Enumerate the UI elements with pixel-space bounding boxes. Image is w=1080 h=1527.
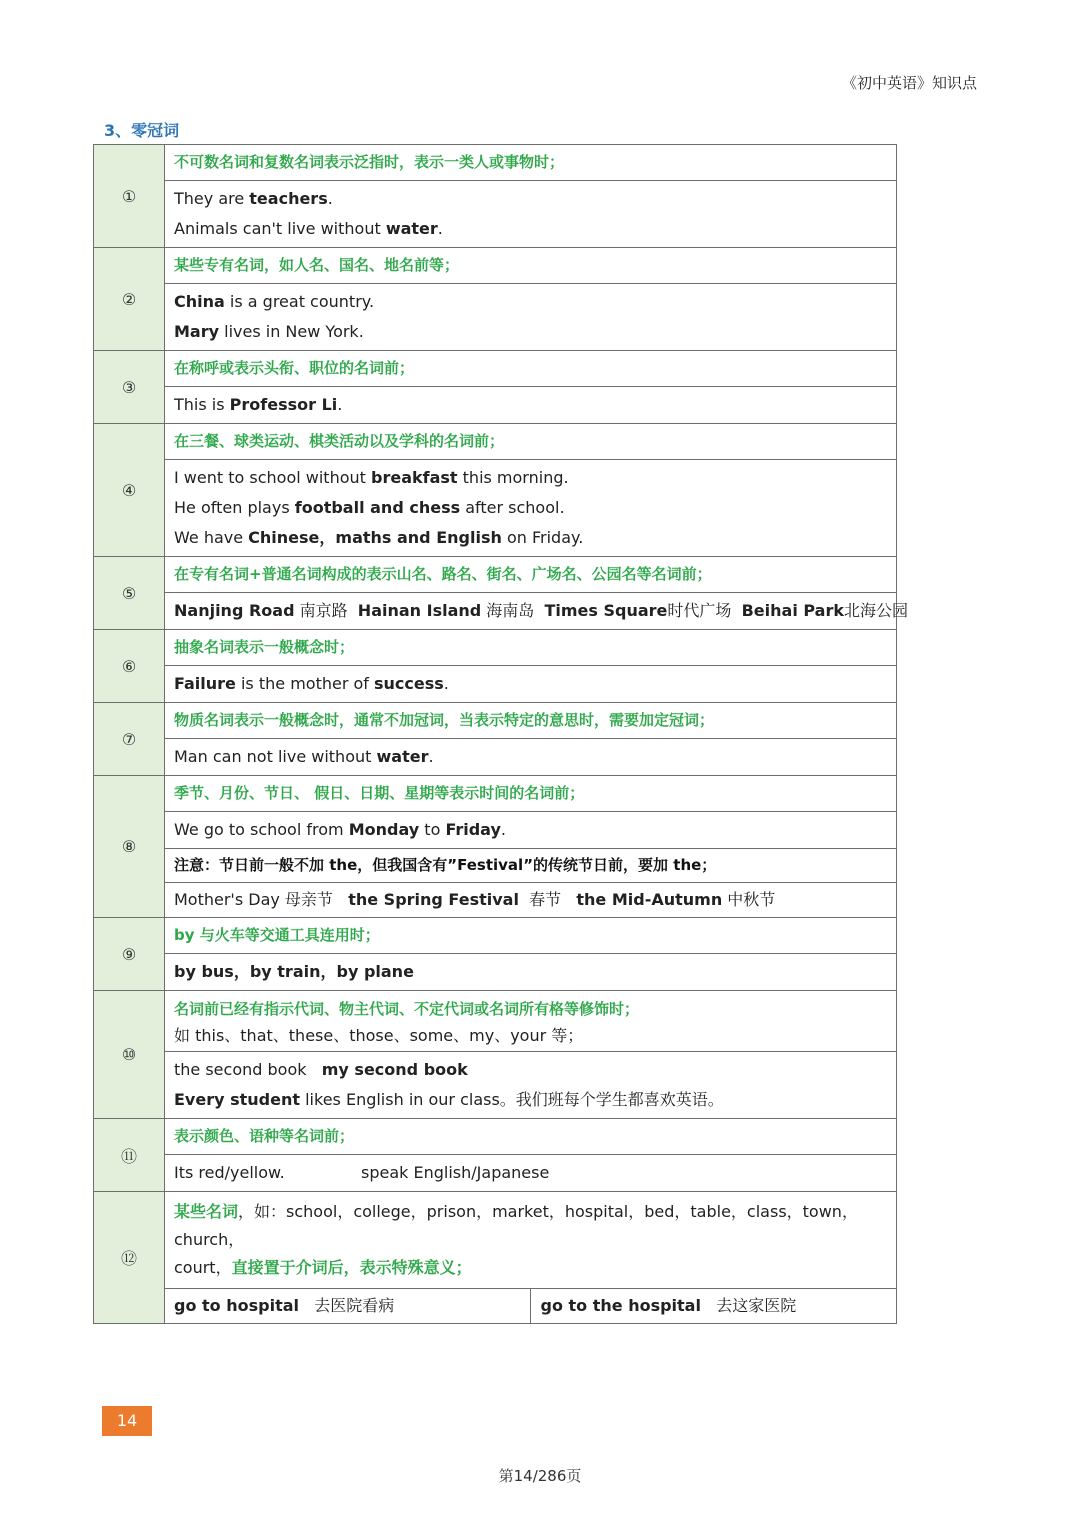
rule-number: ③ xyxy=(94,351,165,424)
example-text: I went to school without xyxy=(174,468,371,487)
example-row xyxy=(94,739,897,776)
rule-row xyxy=(94,991,897,1052)
example-sentence xyxy=(174,493,887,523)
example-keyword: Times Square xyxy=(544,601,668,620)
example-keyword: Nanjing Road xyxy=(174,601,295,620)
rule-description: 直接置于介词后，表示特殊意义； xyxy=(231,1258,472,1277)
rule-row xyxy=(94,703,897,739)
example-row xyxy=(94,593,897,630)
example-text: 去医院看病 xyxy=(299,1296,395,1315)
rule-keyword: 某些名词 xyxy=(174,1202,239,1221)
example-sentence xyxy=(174,669,887,699)
rule-text: 在称呼或表示头衔、职位的名词前； xyxy=(174,359,415,377)
example-cell xyxy=(174,1289,530,1323)
example-sentence xyxy=(174,390,887,420)
example-text: Its red/yellow. speak English/Japanese xyxy=(174,1163,550,1182)
example-row xyxy=(94,666,897,703)
example-sentence xyxy=(174,1158,887,1188)
rule-number: ⑧ xyxy=(94,776,165,918)
example-sentence xyxy=(174,1055,887,1085)
example-text: 去这家医院 xyxy=(700,1296,797,1315)
example-sentence xyxy=(174,463,887,493)
example-keyword: success xyxy=(374,674,444,693)
example-sentence xyxy=(174,287,887,317)
example-row xyxy=(94,1289,897,1324)
example-text: He often plays xyxy=(174,498,295,517)
example-keyword: by bus，by train，by plane xyxy=(174,962,414,981)
rule-row xyxy=(94,424,897,460)
example-sentence xyxy=(174,184,887,214)
page-number-badge: 14 xyxy=(102,1406,152,1436)
example-text: 海南岛 xyxy=(481,601,545,620)
example-keyword: Mary xyxy=(174,322,220,341)
example-keyword: the Spring Festival xyxy=(348,890,519,909)
rule-row xyxy=(94,1119,897,1155)
example-keyword: Monday xyxy=(348,820,420,839)
rule-text-line2: 如 this、that、these、those、some、my、your 等； xyxy=(174,1026,584,1045)
rule-number: ② xyxy=(94,248,165,351)
rule-text: 在专有名词+普通名词构成的表示山名、路名、街名、广场名、公园名等名词前； xyxy=(174,565,712,583)
example-sentence xyxy=(174,317,887,347)
rule-examples: ，如：school，college，prison，market，hospital，bed，table，class，town， church， xyxy=(174,1202,858,1249)
example-keyword: go to the hospital xyxy=(540,1296,701,1315)
rule-number: ⑤ xyxy=(94,557,165,630)
rule-row xyxy=(94,351,897,387)
rule-examples-cont: court， xyxy=(174,1258,232,1277)
example-keyword: water xyxy=(385,219,438,238)
example-text: . xyxy=(327,189,333,208)
note-example-row xyxy=(94,883,897,918)
rule-row xyxy=(94,145,897,181)
rule-text: 名词前已经有指示代词、物主代词、不定代词或名词所有格等修饰时； xyxy=(174,1000,640,1018)
example-keyword: Beihai Park xyxy=(741,601,844,620)
example-keyword: Every student xyxy=(174,1090,301,1109)
example-sentence xyxy=(174,596,909,626)
example-row xyxy=(94,954,897,991)
rule-row xyxy=(94,630,897,666)
example-keyword: Professor Li xyxy=(229,395,338,414)
example-text: on Friday. xyxy=(501,528,584,547)
rule-number: ⑨ xyxy=(94,918,165,991)
example-sentence xyxy=(174,885,887,915)
example-text: . xyxy=(428,747,434,766)
example-cell xyxy=(530,1289,897,1323)
example-text: 南京路 xyxy=(294,601,358,620)
example-text: Mother's Day 母亲节 xyxy=(174,890,349,909)
rule-row xyxy=(94,557,897,593)
example-text: 中秋节 xyxy=(722,890,776,909)
example-sentence xyxy=(174,214,887,244)
example-keyword: the Mid-Autumn xyxy=(576,890,723,909)
example-keyword: Failure xyxy=(174,674,236,693)
example-keyword: Friday xyxy=(445,820,501,839)
note-text: 注意：节日前一般不加 the，但我国含有”Festival”的传统节日前，要加 the； xyxy=(174,856,717,874)
example-keyword: Hainan Island xyxy=(357,601,482,620)
example-row xyxy=(94,812,897,849)
example-text: . xyxy=(337,395,343,414)
page-footer: 第14/286页 xyxy=(498,1467,582,1485)
example-text: . xyxy=(500,820,506,839)
rule-text: 不可数名词和复数名词表示泛指时，表示一类人或事物时； xyxy=(174,153,565,171)
rule-text: by 与火车等交通工具连用时； xyxy=(174,926,380,944)
rule-number: ⑪ xyxy=(94,1119,165,1192)
example-keyword: water xyxy=(376,747,429,766)
example-text: 北海公园 xyxy=(844,601,909,620)
note-row xyxy=(94,849,897,883)
rule-text: 表示颜色、语种等名词前； xyxy=(174,1127,355,1145)
example-keyword: teachers xyxy=(249,189,328,208)
rule-number: ⑩ xyxy=(94,991,165,1119)
example-text: 时代广场 xyxy=(667,601,742,620)
example-text: This is xyxy=(174,395,230,414)
example-keyword: Chinese，maths and English xyxy=(248,528,502,547)
rule-row xyxy=(94,248,897,284)
example-keyword: China xyxy=(174,292,225,311)
rule-text: 抽象名词表示一般概念时； xyxy=(174,638,355,656)
example-sentence xyxy=(174,742,887,772)
example-keyword: breakfast xyxy=(371,468,458,487)
rule-row xyxy=(94,1192,897,1289)
rule-number: ① xyxy=(94,145,165,248)
example-text: lives in New York. xyxy=(219,322,364,341)
rule-text xyxy=(174,1192,887,1288)
example-sentence xyxy=(174,1085,887,1115)
example-text: . xyxy=(443,674,449,693)
example-text: Man can not live without xyxy=(174,747,377,766)
rule-text: 在三餐、球类运动、棋类活动以及学科的名词前； xyxy=(174,432,505,450)
example-text: likes English in our class。我们班每个学生都喜欢英语。 xyxy=(300,1090,724,1109)
example-text: Animals can't live without xyxy=(174,219,386,238)
rule-text: 物质名词表示一般概念时，通常不加冠词，当表示特定的意思时，需要加定冠词； xyxy=(174,711,715,729)
example-sentence xyxy=(174,815,887,845)
document-header-title: 《初中英语》知识点 xyxy=(841,74,977,92)
example-keyword: go to hospital xyxy=(174,1296,299,1315)
rule-text: 某些专有名词，如人名、国名、地名前等； xyxy=(174,256,460,274)
example-row xyxy=(94,460,897,557)
example-row xyxy=(94,387,897,424)
example-text: to xyxy=(419,820,446,839)
example-text: the second book xyxy=(174,1060,322,1079)
rule-text: 季节、月份、节日、 假日、日期、星期等表示时间的名词前； xyxy=(174,784,585,802)
example-text: . xyxy=(437,219,443,238)
example-row xyxy=(94,1052,897,1119)
rule-number: ⑦ xyxy=(94,703,165,776)
example-sentence xyxy=(174,523,887,553)
zero-article-table xyxy=(93,144,909,1324)
example-keyword: my second book xyxy=(321,1060,468,1079)
section-title: 3、零冠词 xyxy=(104,121,180,140)
example-text: We go to school from xyxy=(174,820,349,839)
example-keyword: football and chess xyxy=(294,498,461,517)
example-row xyxy=(94,181,897,248)
example-text: is a great country. xyxy=(224,292,375,311)
rule-number: ⑥ xyxy=(94,630,165,703)
example-text: this morning. xyxy=(457,468,569,487)
rule-number: ④ xyxy=(94,424,165,557)
example-row xyxy=(94,1155,897,1192)
example-text: They are xyxy=(174,189,250,208)
example-text: 春节 xyxy=(518,890,577,909)
example-text: We have xyxy=(174,528,249,547)
rule-row xyxy=(94,918,897,954)
rule-row xyxy=(94,776,897,812)
example-text: after school. xyxy=(460,498,565,517)
rule-number: ⑫ xyxy=(94,1192,165,1324)
example-text: is the mother of xyxy=(235,674,374,693)
example-sentence xyxy=(174,957,887,987)
example-row xyxy=(94,284,897,351)
